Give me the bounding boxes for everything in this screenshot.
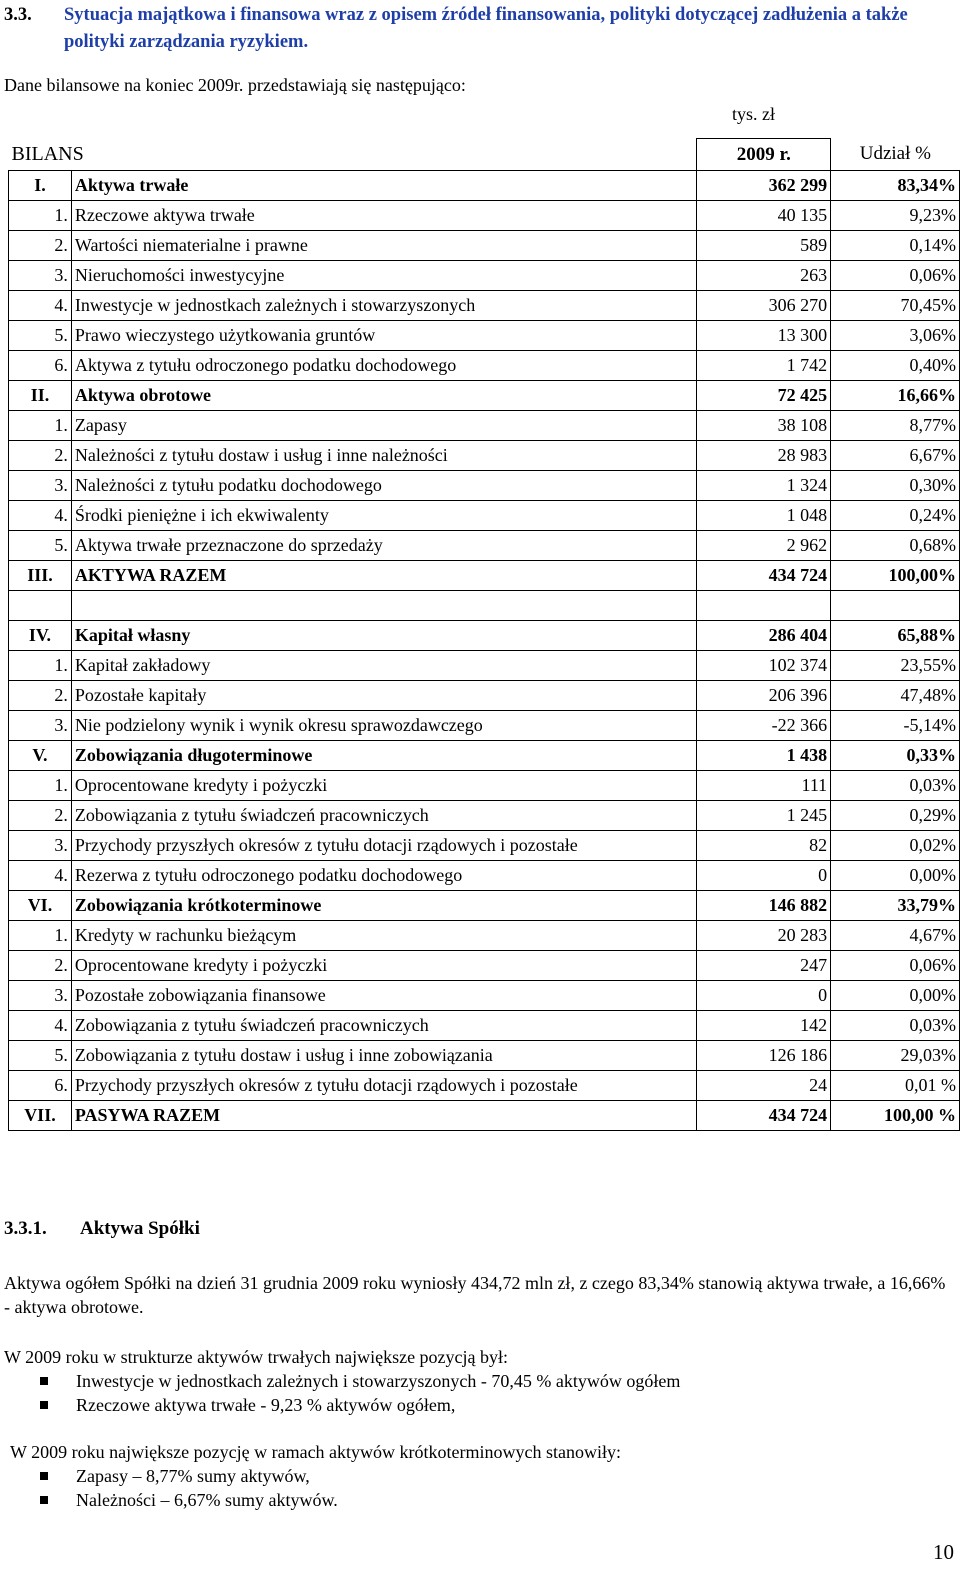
row-value: 206 396: [697, 681, 831, 711]
table-row: [9, 801, 960, 831]
year-header: 2009 r.: [697, 139, 831, 171]
row-value: 362 299: [697, 171, 831, 201]
row-number: 2.: [9, 801, 72, 831]
row-label: Kredyty w rachunku bieżącym: [71, 921, 697, 951]
row-label: Aktywa obrotowe: [71, 381, 697, 411]
row-share: 83,34%: [831, 171, 960, 201]
row-value: 102 374: [697, 651, 831, 681]
row-share: 0,29%: [831, 801, 960, 831]
row-number: [9, 591, 72, 621]
table-row: [9, 861, 960, 891]
bullet-square-icon: [40, 1377, 48, 1385]
table-row: [9, 441, 960, 471]
row-label: Środki pieniężne i ich ekwiwalenty: [71, 501, 697, 531]
row-number: 2.: [9, 951, 72, 981]
row-number: 5.: [9, 531, 72, 561]
row-share: 8,77%: [831, 411, 960, 441]
row-number: 2.: [9, 441, 72, 471]
row-share: 65,88%: [831, 621, 960, 651]
page-number: 10: [933, 1540, 954, 1564]
row-share: 0,01 %: [831, 1071, 960, 1101]
bullet-item: Należności – 6,67% sumy aktywów.: [40, 1488, 338, 1512]
table-row: [9, 951, 960, 981]
row-share: 0,03%: [831, 1011, 960, 1041]
row-label: [71, 591, 697, 621]
row-share: 0,02%: [831, 831, 960, 861]
balance-table: [8, 138, 960, 1131]
row-number: V.: [9, 741, 72, 771]
row-number: 4.: [9, 501, 72, 531]
bullet-square-icon: [40, 1472, 48, 1480]
row-label: Przychody przyszłych okresów z tytułu dotacji rządowych i pozostałe: [71, 831, 697, 861]
row-value: 24: [697, 1071, 831, 1101]
row-label: Zobowiązania z tytułu świadczeń pracowniczych: [71, 801, 697, 831]
row-label: Zobowiązania z tytułu świadczeń pracowniczych: [71, 1011, 697, 1041]
row-value: 306 270: [697, 291, 831, 321]
table-row: [9, 921, 960, 951]
table-row: [9, 321, 960, 351]
row-value: 1 742: [697, 351, 831, 381]
row-number: 3.: [9, 711, 72, 741]
row-share: 47,48%: [831, 681, 960, 711]
row-share: 0,03%: [831, 771, 960, 801]
row-label: PASYWA RAZEM: [71, 1101, 697, 1131]
row-label: Aktywa trwałe: [71, 171, 697, 201]
row-value: 20 283: [697, 921, 831, 951]
table-row: [9, 291, 960, 321]
row-value: 589: [697, 231, 831, 261]
table-body: [9, 171, 960, 1131]
row-value: 247: [697, 951, 831, 981]
paragraph-current-assets: W 2009 roku największe pozycję w ramach aktywów krótkoterminowych stanowiły:: [10, 1442, 622, 1462]
row-share: 9,23%: [831, 201, 960, 231]
row-share: 0,00%: [831, 981, 960, 1011]
table-row: [9, 171, 960, 201]
share-header: Udział %: [859, 143, 931, 165]
row-number: 5.: [9, 321, 72, 351]
row-share: 0,24%: [831, 501, 960, 531]
row-value: 263: [697, 261, 831, 291]
row-share: 6,67%: [831, 441, 960, 471]
section-title: Sytuacja majątkowa i finansowa wraz z opisem źródeł finansowania, polityki dotyczącej zadłużenia a także polityki zarządzania ryzykiem.: [64, 5, 908, 52]
row-share: 0,33%: [831, 741, 960, 771]
subsection-number: 3.3.1.: [4, 1218, 47, 1239]
row-label: Rezerwa z tytułu odroczonego podatku dochodowego: [71, 861, 697, 891]
row-share: 23,55%: [831, 651, 960, 681]
bullet-item: Zapasy – 8,77% sumy aktywów,: [40, 1464, 310, 1488]
table-row: [9, 411, 960, 441]
row-label: Należności z tytułu podatku dochodowego: [71, 471, 697, 501]
table-row: [9, 621, 960, 651]
row-share: 3,06%: [831, 321, 960, 351]
row-number: 2.: [9, 681, 72, 711]
row-number: 1.: [9, 411, 72, 441]
row-number: VII.: [9, 1101, 72, 1131]
row-number: 1.: [9, 201, 72, 231]
row-number: 3.: [9, 981, 72, 1011]
intro-text: Dane bilansowe na koniec 2009r. przedstawiają się następująco:: [4, 75, 466, 95]
row-share: 0,14%: [831, 231, 960, 261]
bullet-square-icon: [40, 1401, 48, 1409]
table-row: [9, 381, 960, 411]
row-value: 40 135: [697, 201, 831, 231]
table-row: [9, 531, 960, 561]
row-label: Inwestycje w jednostkach zależnych i stowarzyszonych: [71, 291, 697, 321]
row-share: 0,06%: [831, 261, 960, 291]
row-number: 6.: [9, 351, 72, 381]
row-number: 6.: [9, 1071, 72, 1101]
row-value: 1 324: [697, 471, 831, 501]
row-number: 3.: [9, 831, 72, 861]
row-label: Prawo wieczystego użytkowania gruntów: [71, 321, 697, 351]
row-label: Kapitał własny: [71, 621, 697, 651]
row-value: 1 048: [697, 501, 831, 531]
row-value: 146 882: [697, 891, 831, 921]
table-row: [9, 351, 960, 381]
table-row: [9, 591, 960, 621]
table-row: [9, 891, 960, 921]
row-number: 4.: [9, 1011, 72, 1041]
row-label: Zobowiązania z tytułu dostaw i usług i inne zobowiązania: [71, 1041, 697, 1071]
row-value: 82: [697, 831, 831, 861]
row-label: Nie podzielony wynik i wynik okresu sprawozdawczego: [71, 711, 697, 741]
row-share: 16,66%: [831, 381, 960, 411]
row-label: Aktywa trwałe przeznaczone do sprzedaży: [71, 531, 697, 561]
row-value: 28 983: [697, 441, 831, 471]
row-value: 38 108: [697, 411, 831, 441]
table-row: [9, 1101, 960, 1131]
row-label: Oprocentowane kredyty i pożyczki: [71, 951, 697, 981]
table-row: [9, 471, 960, 501]
row-share: 0,30%: [831, 471, 960, 501]
row-label: AKTYWA RAZEM: [71, 561, 697, 591]
row-share: 29,03%: [831, 1041, 960, 1071]
row-label: Zapasy: [71, 411, 697, 441]
row-number: I.: [9, 171, 72, 201]
row-number: III.: [9, 561, 72, 591]
table-row: [9, 741, 960, 771]
row-share: 100,00%: [831, 561, 960, 591]
row-label: Nieruchomości inwestycyjne: [71, 261, 697, 291]
row-label: Zobowiązania długoterminowe: [71, 741, 697, 771]
table-row: [9, 711, 960, 741]
row-number: II.: [9, 381, 72, 411]
table-header-row: [9, 139, 960, 171]
table-row: [9, 1071, 960, 1101]
table-row: [9, 981, 960, 1011]
bullet-square-icon: [40, 1496, 48, 1504]
row-number: 4.: [9, 861, 72, 891]
row-share: -5,14%: [831, 711, 960, 741]
row-number: 1.: [9, 921, 72, 951]
row-label: Rzeczowe aktywa trwałe: [71, 201, 697, 231]
row-number: 4.: [9, 291, 72, 321]
row-number: 3.: [9, 471, 72, 501]
row-label: Należności z tytułu dostaw i usług i inne należności: [71, 441, 697, 471]
row-value: 111: [697, 771, 831, 801]
row-number: 1.: [9, 771, 72, 801]
table-row: [9, 261, 960, 291]
row-value: 434 724: [697, 561, 831, 591]
row-value: 0: [697, 861, 831, 891]
row-value: -22 366: [697, 711, 831, 741]
row-value: 142: [697, 1011, 831, 1041]
row-value: 1 438: [697, 741, 831, 771]
table-row: [9, 231, 960, 261]
table-title: BILANS: [11, 142, 84, 165]
row-share: [831, 591, 960, 621]
bullet-item: Inwestycje w jednostkach zależnych i stowarzyszonych - 70,45 % aktywów ogółem: [40, 1369, 680, 1393]
row-value: [697, 591, 831, 621]
row-number: VI.: [9, 891, 72, 921]
row-label: Pozostałe kapitały: [71, 681, 697, 711]
row-share: 100,00 %: [831, 1101, 960, 1131]
table-row: [9, 651, 960, 681]
row-number: 5.: [9, 1041, 72, 1071]
paragraph-assets-total: Aktywa ogółem Spółki na dzień 31 grudnia 2009 roku wyniosły 434,72 mln zł, z czego 83,34% stanowią aktywa trwałe, a 16,66% - aktywa obrotowe.: [4, 1273, 946, 1317]
table-row: [9, 561, 960, 591]
section-number: 3.3.: [4, 5, 32, 25]
table-row: [9, 771, 960, 801]
row-share: 0,40%: [831, 351, 960, 381]
row-label: Zobowiązania krótkoterminowe: [71, 891, 697, 921]
row-number: 3.: [9, 261, 72, 291]
table-row: [9, 681, 960, 711]
row-value: 72 425: [697, 381, 831, 411]
row-share: 0,00%: [831, 861, 960, 891]
row-label: Oprocentowane kredyty i pożyczki: [71, 771, 697, 801]
row-share: 0,06%: [831, 951, 960, 981]
row-share: 33,79%: [831, 891, 960, 921]
row-share: 4,67%: [831, 921, 960, 951]
table-row: [9, 501, 960, 531]
row-label: Pozostałe zobowiązania finansowe: [71, 981, 697, 1011]
row-value: 286 404: [697, 621, 831, 651]
row-value: 13 300: [697, 321, 831, 351]
table-row: [9, 1041, 960, 1071]
row-share: 70,45%: [831, 291, 960, 321]
subsection-title: Aktywa Spółki: [80, 1218, 200, 1239]
row-label: Wartości niematerialne i prawne: [71, 231, 697, 261]
row-value: 1 245: [697, 801, 831, 831]
row-label: Kapitał zakładowy: [71, 651, 697, 681]
row-number: IV.: [9, 621, 72, 651]
row-number: 1.: [9, 651, 72, 681]
row-number: 2.: [9, 231, 72, 261]
row-value: 434 724: [697, 1101, 831, 1131]
table-row: [9, 201, 960, 231]
row-value: 2 962: [697, 531, 831, 561]
row-label: Aktywa z tytułu odroczonego podatku dochodowego: [71, 351, 697, 381]
table-row: [9, 831, 960, 861]
row-label: Przychody przyszłych okresów z tytułu dotacji rządowych i pozostałe: [71, 1071, 697, 1101]
row-value: 126 186: [697, 1041, 831, 1071]
bullet-item: Rzeczowe aktywa trwałe - 9,23 % aktywów ogółem,: [40, 1393, 455, 1417]
table-row: [9, 1011, 960, 1041]
row-value: 0: [697, 981, 831, 1011]
row-share: 0,68%: [831, 531, 960, 561]
paragraph-fixed-assets: W 2009 roku w strukturze aktywów trwałych największe pozycją był:: [4, 1347, 509, 1367]
unit-label: tys. zł: [732, 104, 775, 124]
